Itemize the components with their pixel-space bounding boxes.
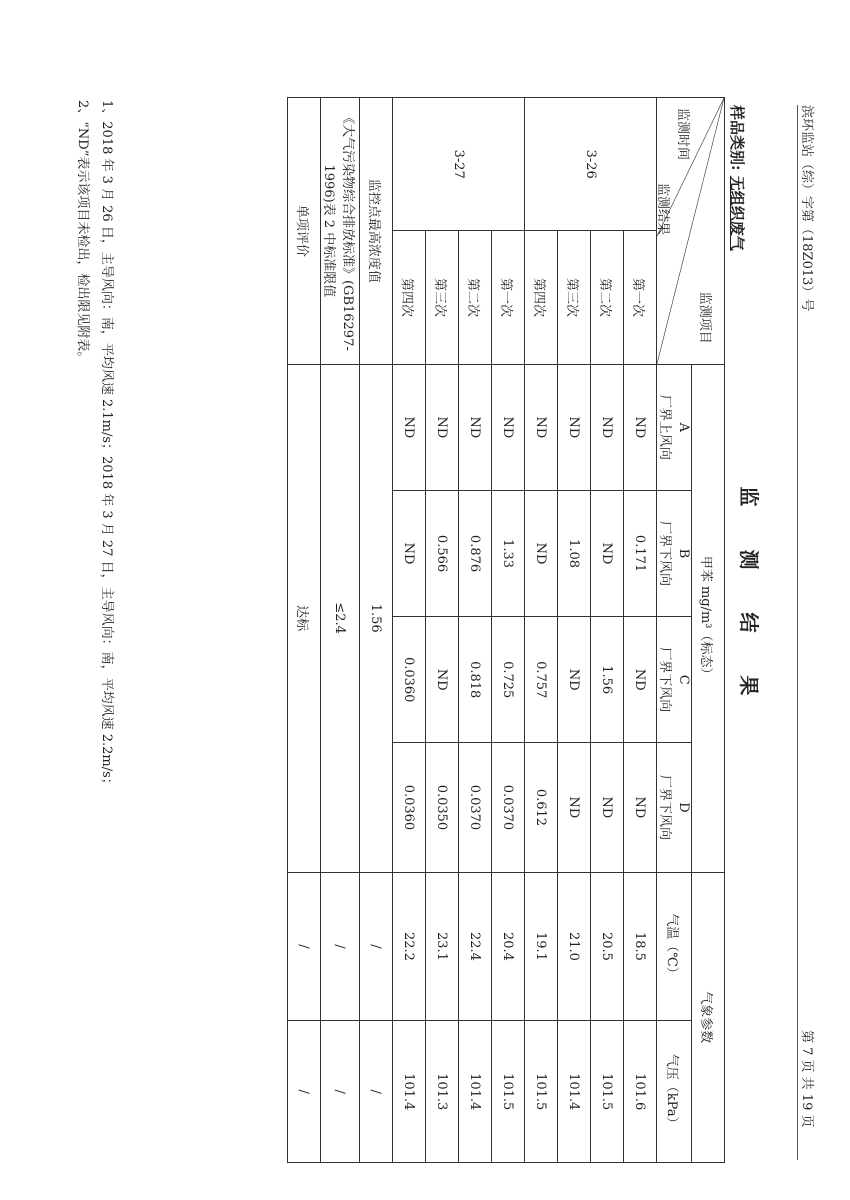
point-name: 厂界上风向	[657, 394, 672, 460]
value-cell-c: ND	[558, 617, 591, 743]
page-number: 第 7 页 共 19 页	[799, 1030, 814, 1128]
value-cell-d: ND	[558, 743, 591, 872]
value-cell-b: ND	[393, 490, 426, 616]
evaluation-row-label: 单项评价	[288, 98, 321, 365]
point-code: D	[676, 802, 691, 813]
point-name: 厂界下风向	[657, 774, 672, 840]
value-cell-c: ND	[624, 617, 657, 743]
value-cell-d: 0.0370	[459, 743, 492, 872]
value-cell-a: ND	[591, 364, 624, 490]
results-table	[287, 97, 725, 1163]
temperature-cell: 19.1	[525, 872, 558, 1021]
standard-row-label: 《大气污染物综合排放标准》(GB16297-1996)表 2 中标准限值	[321, 98, 360, 365]
sequence-cell: 第四次	[393, 231, 426, 364]
temperature-cell: 18.5	[624, 872, 657, 1021]
date-cell: 3-27	[393, 98, 525, 231]
table-row	[525, 98, 558, 1163]
table-row	[492, 98, 525, 1163]
value-cell-a: ND	[558, 364, 591, 490]
corner-result-label: 监测结果	[655, 183, 670, 236]
value-cell-b: 0.171	[624, 490, 657, 616]
value-cell-b: 1.33	[492, 490, 525, 616]
max-row-label: 监控点最高浓度值	[360, 98, 393, 365]
sequence-cell: 第一次	[492, 231, 525, 364]
value-cell-d: 0.612	[525, 743, 558, 872]
point-header-c	[657, 617, 692, 743]
pressure-cell: 101.5	[525, 1021, 558, 1163]
document-number: 滨环监站（综）字第（18Z013）号	[799, 105, 814, 312]
value-cell-b: 0.876	[459, 490, 492, 616]
standard-row	[321, 98, 360, 1163]
value-cell-d: 0.0360	[393, 743, 426, 872]
pressure-cell: 101.4	[558, 1021, 591, 1163]
evaluation-row	[288, 98, 321, 1163]
date-cell: 3-26	[525, 98, 657, 231]
point-code: A	[676, 422, 691, 433]
temperature-cell: 22.4	[459, 872, 492, 1021]
standard-row-temp: /	[321, 872, 360, 1021]
temperature-cell: 20.5	[591, 872, 624, 1021]
report-title: 监 测 结 果	[737, 486, 761, 714]
value-cell-b: ND	[525, 490, 558, 616]
value-cell-a: ND	[393, 364, 426, 490]
sample-category-value: 无组织废气	[728, 175, 746, 251]
sequence-cell: 第一次	[624, 231, 657, 364]
pressure-cell: 101.4	[459, 1021, 492, 1163]
value-cell-c: ND	[426, 617, 459, 743]
value-cell-b: 1.08	[558, 490, 591, 616]
value-cell-c: 0.0360	[393, 617, 426, 743]
value-cell-d: ND	[591, 743, 624, 872]
sequence-cell: 第三次	[426, 231, 459, 364]
point-name: 厂界下风向	[657, 521, 672, 587]
temperature-cell: 21.0	[558, 872, 591, 1021]
temperature-cell: 20.4	[492, 872, 525, 1021]
temp-header: 气温（℃）	[657, 872, 692, 1021]
max-row-temp: /	[360, 872, 393, 1021]
point-header-d	[657, 743, 692, 872]
table-row	[393, 98, 426, 1163]
value-cell-c: 0.757	[525, 617, 558, 743]
sample-category	[727, 105, 748, 251]
value-cell-c: 0.818	[459, 617, 492, 743]
pressure-cell: 101.5	[492, 1021, 525, 1163]
temperature-cell: 23.1	[426, 872, 459, 1021]
value-cell-c: 1.56	[591, 617, 624, 743]
point-code: C	[676, 674, 691, 685]
pressure-cell: 101.3	[426, 1021, 459, 1163]
value-cell-d: 0.0350	[426, 743, 459, 872]
pressure-cell: 101.5	[591, 1021, 624, 1163]
note-2: 2、“ND”表示该项目未检出，检出限见附表。	[75, 100, 90, 365]
point-header-a	[657, 364, 692, 490]
value-cell-b: ND	[591, 490, 624, 616]
value-cell-a: ND	[459, 364, 492, 490]
value-cell-d: 0.0370	[492, 743, 525, 872]
sample-category-label: 样品类别:	[728, 105, 746, 171]
point-name: 厂界下风向	[657, 647, 672, 713]
corner-header-cell	[657, 98, 725, 365]
value-cell-a: ND	[624, 364, 657, 490]
value-cell-c: 0.725	[492, 617, 525, 743]
evaluation-row-press: /	[288, 1021, 321, 1163]
pressure-cell: 101.6	[624, 1021, 657, 1163]
value-cell-a: ND	[492, 364, 525, 490]
corner-item-label: 监测项目	[697, 291, 712, 344]
evaluation-row-value: 达标	[288, 364, 321, 872]
sequence-cell: 第二次	[459, 231, 492, 364]
max-row	[360, 98, 393, 1163]
max-row-value: 1.56	[360, 364, 393, 872]
value-cell-a: ND	[426, 364, 459, 490]
note-1: 1、2018 年 3 月 26 日，主导风向：南，平均风速 2.1m/s；2018 年 3 月 27 日，主导风向：南，平均风速 2.2m/s；	[99, 100, 114, 791]
evaluation-row-temp: /	[288, 872, 321, 1021]
value-cell-d: ND	[624, 743, 657, 872]
value-cell-a: ND	[525, 364, 558, 490]
point-code: B	[676, 548, 691, 559]
corner-time-label: 监测时间	[675, 108, 690, 161]
table-row	[426, 98, 459, 1163]
sequence-cell: 第三次	[558, 231, 591, 364]
header-rule	[797, 105, 798, 1160]
standard-row-value: ≤2.4	[321, 364, 360, 872]
table-row	[624, 98, 657, 1163]
param-header: 甲苯 mg/m³（标态）	[692, 364, 725, 872]
table-row	[558, 98, 591, 1163]
table-row	[459, 98, 492, 1163]
sequence-cell: 第二次	[591, 231, 624, 364]
value-cell-b: 0.566	[426, 490, 459, 616]
weather-header: 气象参数	[692, 872, 725, 1162]
standard-row-press: /	[321, 1021, 360, 1163]
sequence-cell: 第四次	[525, 231, 558, 364]
table-row	[591, 98, 624, 1163]
press-header: 气压（kPa）	[657, 1021, 692, 1163]
point-header-b	[657, 490, 692, 616]
temperature-cell: 22.2	[393, 872, 426, 1021]
max-row-press: /	[360, 1021, 393, 1163]
pressure-cell: 101.4	[393, 1021, 426, 1163]
